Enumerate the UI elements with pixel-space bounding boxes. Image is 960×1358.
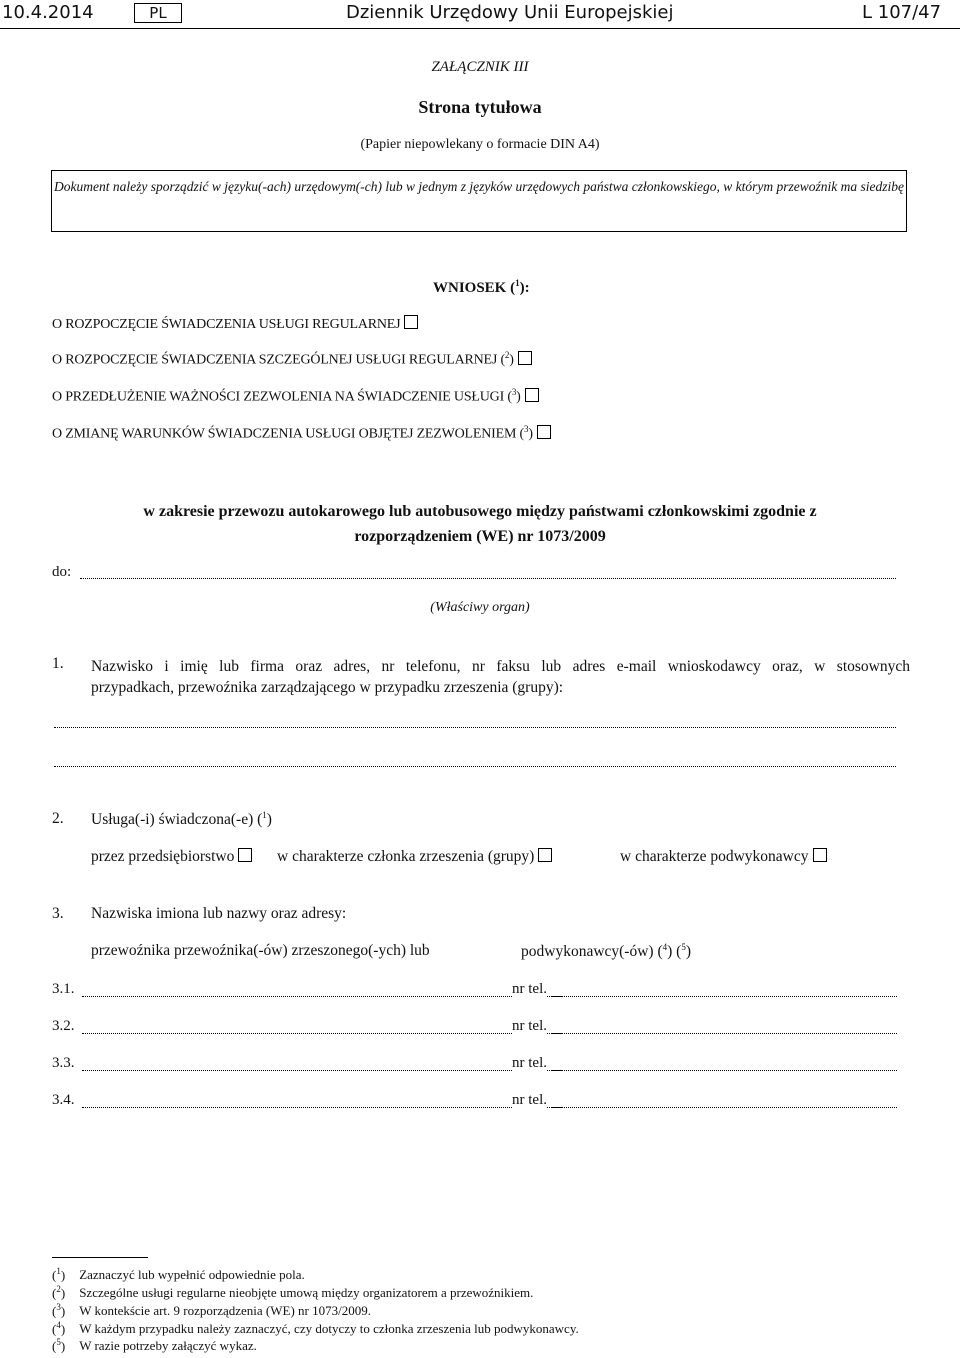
section-3-title: Nazwiska imiona lub nazwy oraz adresy: <box>91 905 347 922</box>
footnote-text: W razie potrzeby załączyć wykaz. <box>79 1338 257 1354</box>
footnote-text: Zaznaczyć lub wypełnić odpowiednie pola. <box>79 1267 305 1283</box>
option-label: w charakterze członka zrzeszenia (grupy) <box>277 848 535 865</box>
footnote-5: ($^5$) W razie potrzeby załączyć wykaz. <box>52 1337 257 1354</box>
page-title: Strona tytułowa <box>418 97 542 117</box>
option-label: O ROZPOCZĘCIE ŚWIADCZENIA USŁUGI REGULARNEJ <box>52 317 401 332</box>
address-field[interactable] <box>82 1107 562 1108</box>
address-field[interactable] <box>82 1033 562 1034</box>
section-2-number: 2. <box>52 810 64 827</box>
authority-caption: (Właściwy organ) <box>430 600 530 615</box>
authority-field[interactable] <box>80 578 896 579</box>
footnote-ref: 2 <box>504 350 510 360</box>
annex-label: ZAŁĄCZNIK III <box>431 59 529 75</box>
service-option-undertaking <box>91 848 252 866</box>
row-number: 3.4. <box>52 1092 75 1108</box>
page-header <box>0 0 960 29</box>
option-label: w charakterze podwykonawcy <box>620 848 809 865</box>
applicant-field-1[interactable] <box>54 727 896 728</box>
checkbox[interactable] <box>537 425 551 439</box>
checkbox[interactable] <box>404 315 418 329</box>
footnote-number: 4 <box>56 1320 61 1330</box>
address-field[interactable] <box>82 996 562 997</box>
footnote-ref: 5 <box>681 942 686 952</box>
footnote-number: 1 <box>56 1266 61 1276</box>
tel-label: nr tel. <box>512 981 547 997</box>
footnote-ref: 4 <box>662 942 668 952</box>
scope-statement <box>60 499 900 549</box>
section-1-number: 1. <box>52 655 64 672</box>
row-number: 3.2. <box>52 1018 75 1034</box>
service-option-group-member <box>277 848 552 866</box>
footnote-ref: 3 <box>511 387 517 397</box>
tel-label: nr tel. <box>512 1092 547 1108</box>
option-regular-service <box>52 315 418 333</box>
option-label: O PRZEDŁUŻENIE WAŻNOŚCI ZEZWOLENIA NA ŚWIADCZENIE USŁUGI ( <box>52 389 512 405</box>
publication-date: 10.4.2014 <box>2 2 94 23</box>
row-number: 3.3. <box>52 1055 75 1071</box>
section-2-title: Usługa(-i) świadczona(-e) ($^1$) <box>91 810 272 829</box>
applicant-field-2[interactable] <box>54 766 896 767</box>
address-field[interactable] <box>82 1070 562 1071</box>
footnote-separator <box>52 1257 148 1258</box>
section-1-line-1: Nazwisko i imię lub firma oraz adres, nr telefonu, nr faksu lub adres e-mail wnioskodawcy oraz, w stosownych <box>91 658 910 675</box>
page-subtitle: (Papier niepowlekany o formacie DIN A4) <box>360 137 600 152</box>
footnote-ref: 1 <box>262 810 267 820</box>
row-number: 3.1. <box>52 981 75 997</box>
footnote-number: 5 <box>56 1337 61 1347</box>
option-label: przez przedsiębiorstwo <box>91 848 235 865</box>
carrier-label: przewoźnika przewoźnika(-ów) zrzeszonego(-ych) lub <box>91 942 430 959</box>
option-change-conditions: O ZMIANĘ WARUNKÓW ŚWIADCZENIA USŁUGI OBJĘTEJ ZEZWOLENIEM ($^3$) <box>52 424 551 443</box>
request-title: WNIOSEK ( <box>433 280 516 296</box>
scope-line-1: w zakresie przewozu autokarowego lub autobusowego między państwami członkowskimi zgodnie z <box>143 503 817 520</box>
section-2-title-text: Usługa(-i) świadczona(-e) ( <box>91 811 263 829</box>
footnote-number: 2 <box>56 1284 61 1294</box>
checkbox[interactable] <box>813 848 827 862</box>
footnote-text: W kontekście art. 9 rozporządzenia (WE) nr 1073/2009. <box>79 1303 371 1319</box>
checkbox[interactable] <box>238 848 252 862</box>
request-heading <box>433 278 530 297</box>
page-reference: L 107/47 <box>862 2 942 23</box>
tel-label: nr tel. <box>512 1018 547 1034</box>
checkbox[interactable] <box>518 351 532 365</box>
footnote-2: ($^2$) Szczególne usługi regularne nieobjęte umową między organizatorem a przewoźnikiem. <box>52 1284 534 1301</box>
tel-label: nr tel. <box>512 1055 547 1071</box>
tel-field[interactable] <box>552 1033 897 1034</box>
language-code: PL <box>134 3 182 23</box>
footnote-text: W każdym przypadku należy zaznaczyć, czy dotyczy to członka zrzeszenia lub podwykonawcy. <box>79 1321 579 1337</box>
to-label: do: <box>52 564 72 580</box>
request-title-end: ): <box>519 280 530 296</box>
section-3-number: 3. <box>52 905 64 922</box>
option-special-regular-service: O ROZPOCZĘCIE ŚWIADCZENIA SZCZEGÓLNEJ USŁUGI REGULARNEJ ($^2$) <box>52 350 532 369</box>
option-label: O ZMIANĘ WARUNKÓW ŚWIADCZENIA USŁUGI OBJĘTEJ ZEZWOLENIEM ( <box>52 426 524 442</box>
option-renewal: O PRZEDŁUŻENIE WAŻNOŚCI ZEZWOLENIA NA ŚWIADCZENIE USŁUGI ($^3$) <box>52 387 539 406</box>
footnote-ref: 3 <box>524 424 529 434</box>
service-option-subcontractor <box>620 848 827 866</box>
section-1-line-2: przypadkach, przewoźnika zarządzającego w przypadku zrzeszenia (grupy): <box>91 679 564 696</box>
footnote-ref: 1 <box>515 278 520 288</box>
footnote-1: ($^1$) Zaznaczyć lub wypełnić odpowiednie pola. <box>52 1266 305 1283</box>
checkbox[interactable] <box>538 848 552 862</box>
language-notice-box <box>51 170 907 232</box>
tel-field[interactable] <box>552 996 897 997</box>
option-label: O ROZPOCZĘCIE ŚWIADCZENIA SZCZEGÓLNEJ USŁUGI REGULARNEJ ( <box>52 352 505 368</box>
footnote-3: ($^3$) W kontekście art. 9 rozporządzenia (WE) nr 1073/2009. <box>52 1302 371 1319</box>
journal-title: Dziennik Urzędowy Unii Europejskiej <box>346 2 674 23</box>
subcontractor-label: podwykonawcy(-ów) ($^4$) ($^5$) <box>521 942 691 961</box>
scope-line-2: rozporządzeniem (WE) nr 1073/2009 <box>354 528 606 545</box>
tel-field[interactable] <box>552 1107 897 1108</box>
checkbox[interactable] <box>525 388 539 402</box>
footnote-4: ($^4$) W każdym przypadku należy zaznaczyć, czy dotyczy to członka zrzeszenia lub podwykonawcy. <box>52 1320 579 1337</box>
subcontractor-text: podwykonawcy(-ów) ( <box>521 943 663 961</box>
footnote-text: Szczególne usługi regularne nieobjęte umową między organizatorem a przewoźnikiem. <box>79 1285 534 1301</box>
footnote-number: 3 <box>56 1302 61 1312</box>
language-notice: Dokument należy sporządzić w języku(-ach) urzędowym(-ch) lub w jednym z języków urzędowych państwa członkowskiego, w którym przewoźnik ma siedzibę <box>54 179 904 194</box>
tel-field[interactable] <box>552 1070 897 1071</box>
